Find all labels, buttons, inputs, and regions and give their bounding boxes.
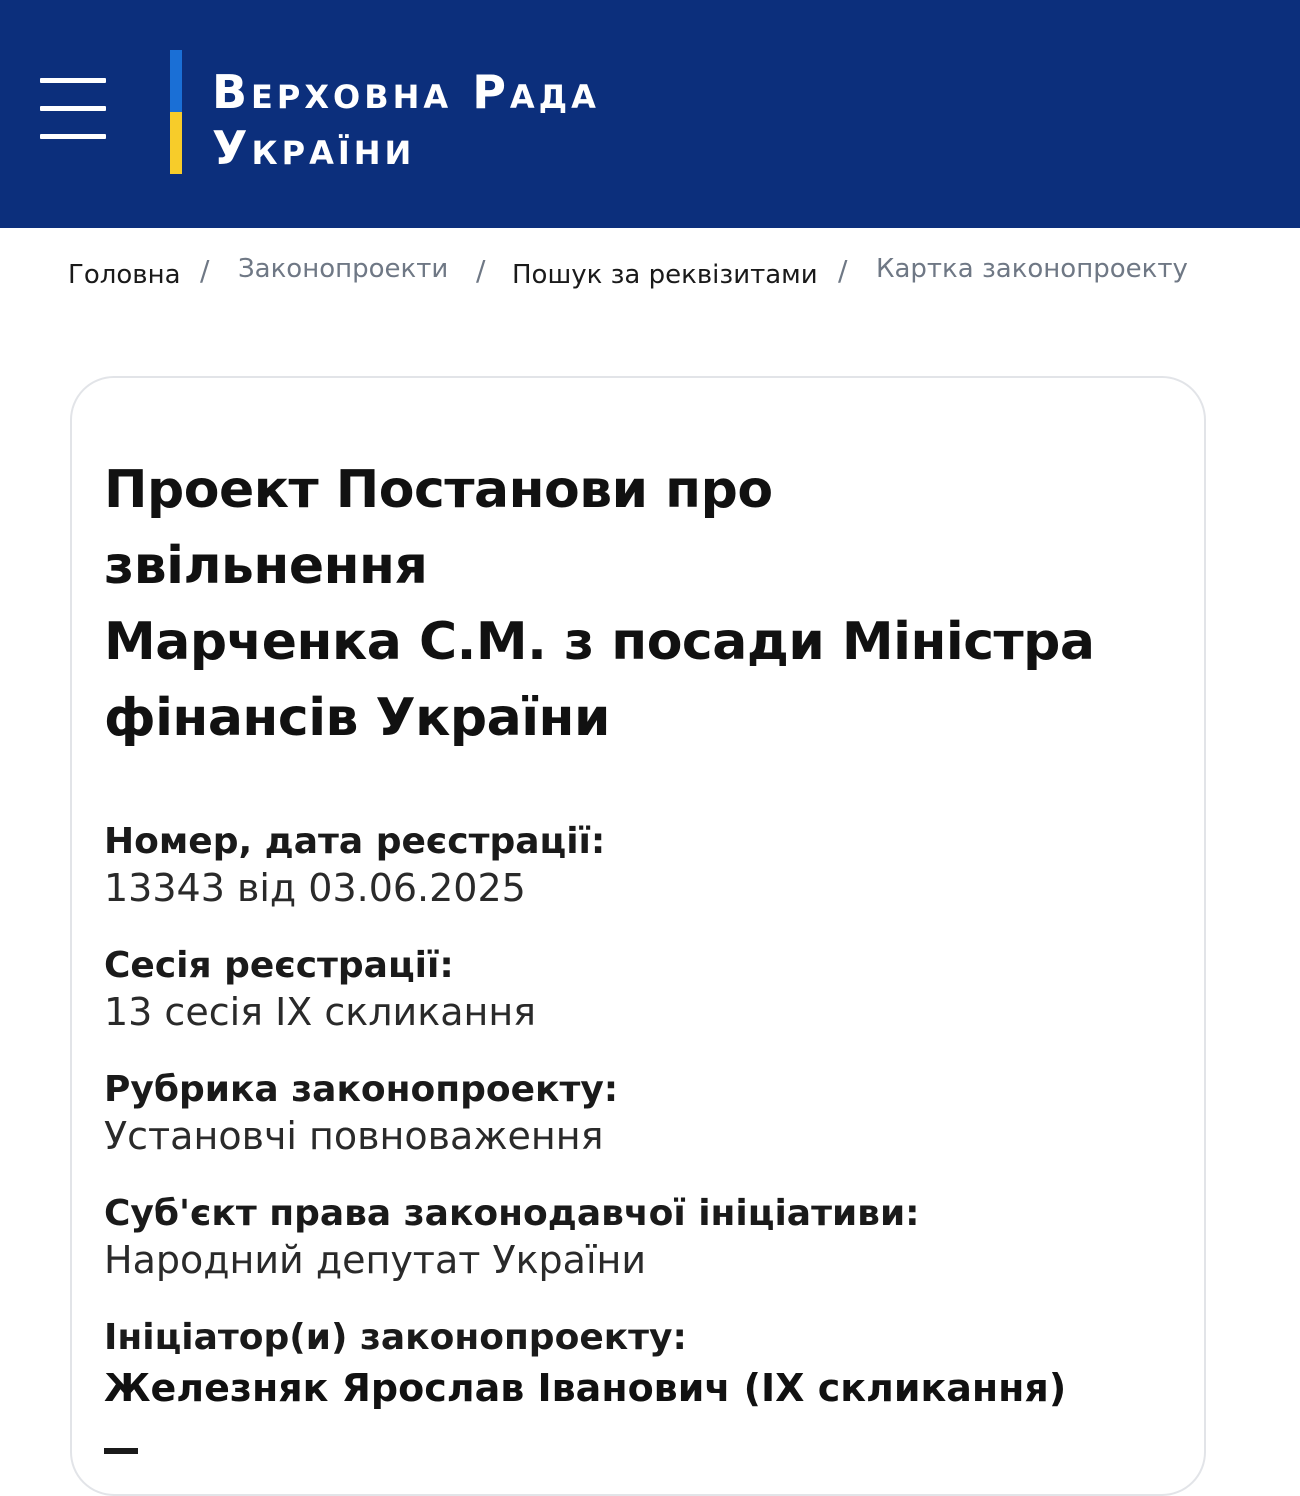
field-value: Народний депутат України [104,1238,647,1282]
logo-line-2: України [212,121,416,175]
bill-title-line: Проект Постанови про звільнення [104,460,773,596]
breadcrumb-bills[interactable]: Законопроекти [238,254,449,284]
field-registration-session [104,944,1184,1036]
breadcrumb-bill-card: Картка законопроекту [876,254,1188,284]
flag-yellow-stripe [170,112,182,174]
field-bill-initiators [104,1316,1184,1416]
field-label: Сесія реєстрації: [104,945,454,986]
site-header [0,0,1300,228]
bill-title-line: Марченка С.М. з посади Міністра [104,612,1095,672]
menu-bar [40,78,106,83]
bill-title [104,452,1104,756]
field-legislative-initiative-subject [104,1192,1184,1284]
field-label: Рубрика законопроекту: [104,1069,619,1110]
initiator-link[interactable]: Железняк Ярослав Іванович (IX скликання) [104,1366,1067,1410]
breadcrumb [68,250,1268,300]
breadcrumb-separator: / [200,254,210,287]
site-logo[interactable] [212,64,600,176]
menu-bar [40,134,106,139]
field-label: Номер, дата реєстрації: [104,821,606,862]
next-field-glyph [104,1448,138,1454]
ukraine-flag-icon [170,50,182,174]
field-registration-number-date [104,820,1184,912]
flag-blue-stripe [170,50,182,112]
field-value: 13 сесія IX скликання [104,990,537,1034]
breadcrumb-separator: / [838,254,848,287]
menu-bar [40,106,106,111]
field-label: Ініціатор(и) законопроекту: [104,1317,687,1358]
next-field-stub [104,1442,144,1456]
bill-title-line: фінансів України [104,688,610,748]
field-bill-category [104,1068,1184,1160]
logo-line-1: Верховна Рада [212,65,600,119]
breadcrumb-home[interactable]: Головна [68,260,181,290]
field-value: Установчі повноваження [104,1114,604,1158]
field-label: Суб'єкт права законодавчої ініціативи: [104,1193,920,1234]
breadcrumb-separator: / [476,254,486,287]
breadcrumb-search-by-details[interactable]: Пошук за реквізитами [512,260,818,290]
hamburger-menu-icon[interactable] [40,78,106,142]
field-value: 13343 від 03.06.2025 [104,866,526,910]
